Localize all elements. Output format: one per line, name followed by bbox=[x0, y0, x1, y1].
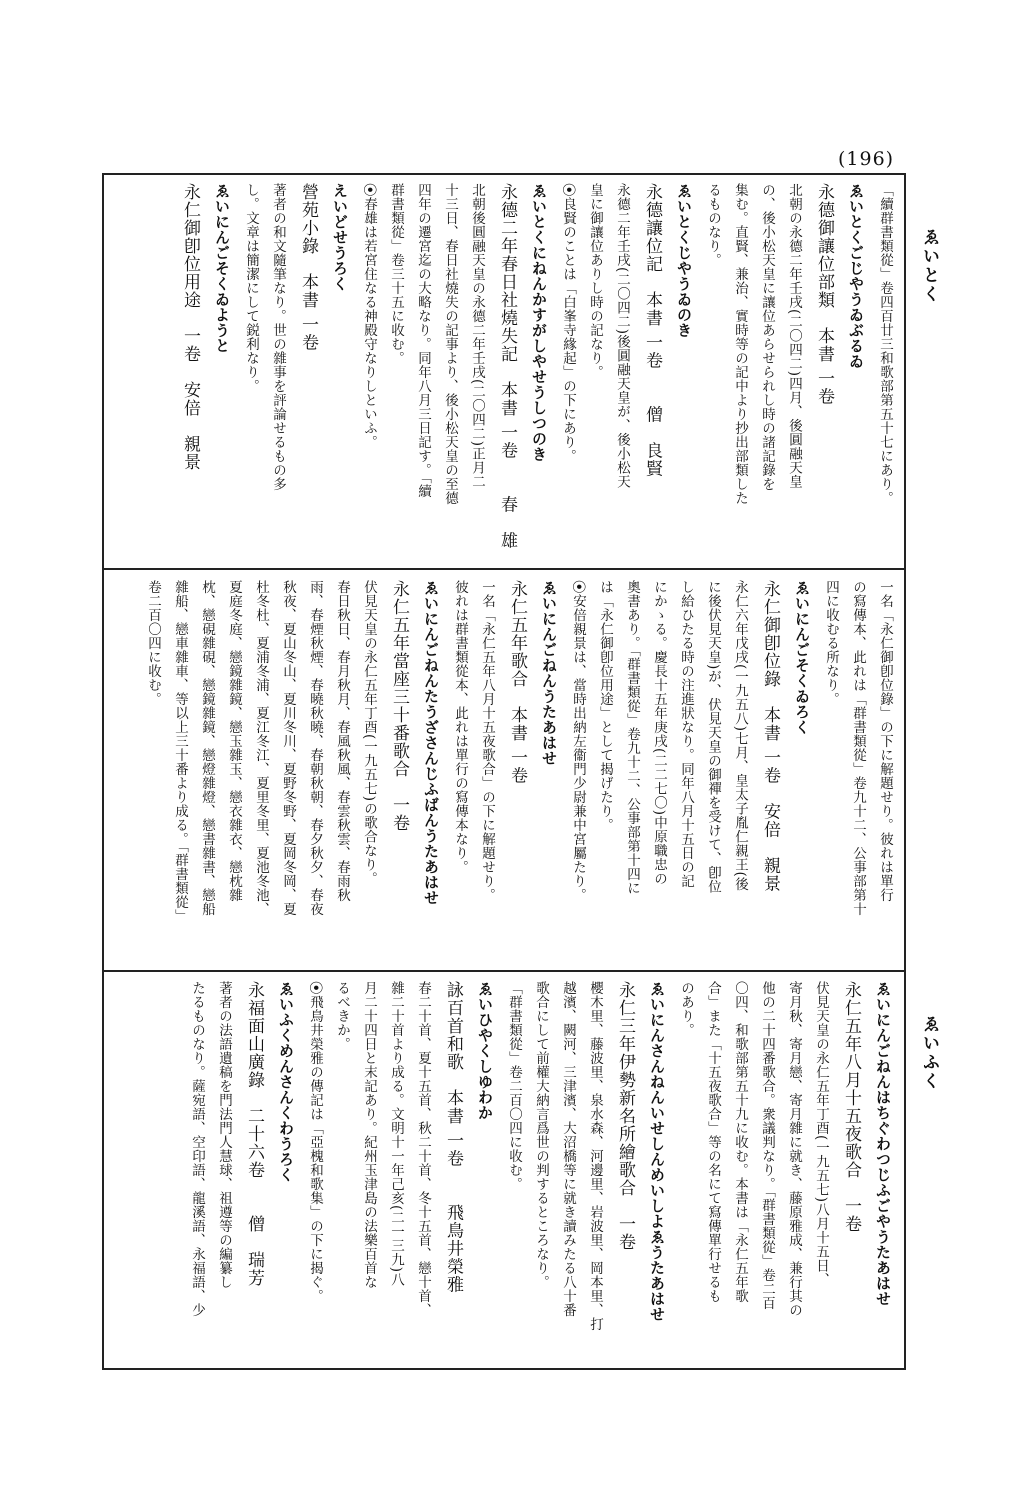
body-text-line: 杜冬杜、夏浦冬浦、夏江冬江、夏里冬里、夏池冬池、 bbox=[253, 580, 269, 916]
body-text-line: 著者の法語遺稿を門法門人慧球、祖遵等の編纂し bbox=[216, 981, 232, 1289]
body-text-line: るものなり。 bbox=[705, 183, 721, 267]
body-text-line: の、後小松天皇に讓位あらせられし時の諸記錄を bbox=[759, 183, 775, 491]
entry-title-line: 永仁三年伊勢新名所繪歌合 一卷 bbox=[615, 981, 635, 1251]
running-head-eitoku: ゑいとく bbox=[919, 228, 939, 304]
body-text-line: 越濱、闕河、三津濱、大沼橋等に就き讀みたる八十番 bbox=[560, 981, 576, 1317]
entry-title-line: 永仁御卽位用途 一卷 安倍 親景 bbox=[180, 183, 200, 471]
entry-reading-heading: ゑいにんごねんうたあはせ bbox=[540, 580, 558, 766]
body-text-line: 他の二十四番歌合。衆議判なり。「群書類從」卷二百 bbox=[759, 981, 775, 1311]
body-text-line: 集む。直賢、兼治、實時等の記中より抄出部類した bbox=[732, 183, 748, 505]
entry-title-line: 永德御讓位部類 本書 一卷 bbox=[814, 183, 834, 406]
text-band-top bbox=[110, 183, 898, 559]
body-text-line: に後伏見天皇)が、伏見天皇の御禪を受けて、卽位 bbox=[705, 580, 721, 894]
body-text-line: し給ひたる時の注進狀なり。同年八月十五日の記 bbox=[678, 580, 694, 888]
body-text-line: たるものなり。薩宛語、空印語、龍溪語、永福語、少 bbox=[189, 981, 205, 1317]
body-text-line: ⦿安倍親景は、當時出納左衞門少尉兼中宮屬たり。 bbox=[570, 580, 586, 902]
entry-reading-heading: ゑいにんごねんたうざさんじふばんうたあはせ bbox=[422, 580, 440, 906]
entry-title-line: 營苑小錄 本書 一卷 bbox=[298, 183, 318, 352]
body-text-line: ⦿飛鳥井榮雅の傳記は「亞槐和歌集」の下に揭ぐ。 bbox=[307, 981, 323, 1303]
body-text-line: 秋夜、夏山冬山、夏川冬川、夏野冬野、夏岡冬岡、夏 bbox=[280, 580, 296, 916]
body-text-line: 十三日、春日社燒失の記事より、後小松天皇の至德 bbox=[442, 183, 458, 505]
body-text-line: の寫傳本、此れは「群書類從」卷九十二、公事部第十 bbox=[850, 580, 866, 916]
body-text-line: 四に收むる所なり。 bbox=[823, 580, 839, 706]
entry-reading-heading: ゑいひやくしゆわか bbox=[476, 981, 494, 1121]
body-text-line: 春日秋日、春月秋月、春風秋風、春雲秋雲、春雨秋 bbox=[334, 580, 350, 902]
entry-reading-heading: ゑいにんごそくゐようと bbox=[213, 183, 231, 354]
body-text-line: 寄月秋、寄月戀、寄月雜に就き、藤原雅成、兼行其の bbox=[786, 981, 802, 1317]
body-text-line: 伏見天皇の永仁五年丁酉(一九五七)八月十五日、 bbox=[813, 981, 829, 1287]
body-text-line: 雜船、戀車雜車、等以上三十番より成る。「群書類從」 bbox=[172, 580, 188, 924]
body-text-line: 夏庭冬庭、戀鏡雜鏡、戀玉雜玉、戀衣雜衣、戀枕雜 bbox=[226, 580, 242, 902]
entry-reading-heading: ゑいふくめんさんくわうろく bbox=[277, 981, 295, 1183]
divider bbox=[104, 568, 904, 570]
page-number: (196) bbox=[838, 148, 895, 170]
body-text-line: 永德二年壬戌(二〇四二)後圓融天皇が、後小松天 bbox=[614, 183, 630, 489]
entry-reading-heading: ゑいにんごねんはちぐわつじふごやうたあはせ bbox=[874, 981, 892, 1307]
page-frame bbox=[102, 173, 906, 1370]
entry-title-line: 永福面山廣錄 二十六卷 僧 瑞芳 bbox=[244, 981, 264, 1287]
entry-title-line: 永德二年春日社燒失記 本書 一卷 春 雄 bbox=[497, 183, 517, 550]
body-text-line: 雜二十首より成る。文明十一年己亥(二一三九)八 bbox=[388, 981, 404, 1287]
entry-reading-heading: えいどせうろく bbox=[331, 183, 349, 292]
body-text-line: るべきか。 bbox=[334, 981, 350, 1051]
entry-reading-heading: ゑいとくじやうゐのき bbox=[675, 183, 693, 338]
body-text-line: ⦿良賢のことは「白峯寺緣起」の下にあり。 bbox=[560, 183, 576, 463]
entry-reading-heading: ゑいとくごじやうゐぶるゐ bbox=[847, 183, 865, 369]
body-text-line: 「群書類從」卷二百〇四に收む。 bbox=[506, 981, 522, 1191]
entry-title-line: 永德讓位記 本書 一卷 僧 良賢 bbox=[642, 183, 662, 478]
body-text-line: 月二十四日と末記あり。紀州玉津島の法樂百首な bbox=[361, 981, 377, 1289]
body-text-line: 永仁六年戊戌(一九五八)七月、皇太子胤仁親王(後 bbox=[732, 580, 748, 892]
body-text-line: 〇四、和歌部第五十九に收む。本書は「永仁五年歌 bbox=[732, 981, 748, 1303]
body-text-line: 一名「永仁五年八月十五夜歌合」の下に解題せり。 bbox=[479, 580, 495, 902]
body-text-line: 「續群書類從」卷四百廿三和歌部第五十七にあり。 bbox=[877, 183, 893, 505]
body-text-line: 櫻木里、藤波里、泉水森、河邊里、岩波里、岡本里、打 bbox=[587, 981, 603, 1331]
body-text-line: 奧書あり。「群書類從」卷九十二、公事部第十四に bbox=[624, 580, 640, 896]
body-text-line: ⦿春雄は若宮住なる神殿守なりしといふ。 bbox=[361, 183, 377, 449]
body-text-line: 彼れは群書類從本、此れは單行の寫傳本なり。 bbox=[452, 580, 468, 874]
body-text-line: 北朝の永德二年壬戌(二〇四二)四月、後圓融天皇 bbox=[786, 183, 802, 489]
running-head-eifuku: ゑいふく bbox=[919, 1015, 939, 1091]
body-text-line: は「永仁御卽位用途」として揭げたり。 bbox=[597, 580, 613, 832]
entry-title-line: 永仁御卽位錄 本書 一卷 安倍 親景 bbox=[760, 580, 780, 893]
body-text-line: 四年の遷宮迄の大略なり。同年八月三日記す。「續 bbox=[415, 183, 431, 499]
entry-reading-heading: ゑいにんごそくゐろく bbox=[793, 580, 811, 735]
body-text-line: 一名「永仁御卽位錄」の下に解題せり。彼れは單行 bbox=[877, 580, 893, 902]
body-text-line: 群書類從」卷三十五に收む。 bbox=[388, 183, 404, 365]
body-text-line: 枕、戀硯雜硯、戀鏡雜鏡、戀燈雜燈、戀書雜書、戀船 bbox=[199, 580, 215, 916]
body-text-line: 合」また「十五夜歌合」等の名にて寫傳單行せるも bbox=[705, 981, 721, 1303]
entry-title-line: 永仁五年歌合 本書 一卷 bbox=[507, 580, 527, 785]
body-text-line: し。文章は簡潔にして鋭利なり。 bbox=[243, 183, 259, 393]
entry-title-line: 永仁五年當座三十番歌合 一卷 bbox=[389, 580, 409, 832]
text-band-bottom bbox=[110, 981, 898, 1361]
body-text-line: 皇に御讓位ありし時の記なり。 bbox=[587, 183, 603, 379]
body-text-line: 春二十首、夏十五首、秋二十首、冬十五首、戀十首、 bbox=[415, 981, 431, 1317]
body-text-line: 伏見天皇の永仁五年丁酉(一九五七)の歌合なり。 bbox=[361, 580, 377, 886]
divider bbox=[104, 970, 904, 972]
entry-title-line: 永仁五年八月十五夜歌合 一卷 bbox=[841, 981, 861, 1233]
text-band-middle bbox=[110, 580, 898, 961]
body-text-line: のあり。 bbox=[678, 981, 694, 1037]
body-text-line: 著者の和文隨筆なり。世の雜事を評論せるもの多 bbox=[270, 183, 286, 491]
body-text-line: 歌合にして前權大納言爲世の判するところなり。 bbox=[533, 981, 549, 1289]
entry-reading-heading: ゑいとくにねんかすがしやせうしつのき bbox=[530, 183, 548, 462]
body-text-line: 北朝後圓融天皇の永德二年壬戌(二〇四二)正月二 bbox=[469, 183, 485, 489]
body-text-line: 雨、春煙秋煙、春曉秋曉、春朝秋朝、春夕秋夕、春夜 bbox=[307, 580, 323, 916]
entry-title-line: 詠百首和歌 本書 一卷 飛鳥井榮雅 bbox=[443, 981, 463, 1294]
body-text-line: にかゝる。慶長十五年庚戌(二二七〇)中原職忠の bbox=[651, 580, 667, 886]
body-text-line: 卷二百〇四に收む。 bbox=[145, 580, 161, 706]
entry-reading-heading: ゑいにんさんねんいせしんめいしよゑうたあはせ bbox=[648, 981, 666, 1322]
